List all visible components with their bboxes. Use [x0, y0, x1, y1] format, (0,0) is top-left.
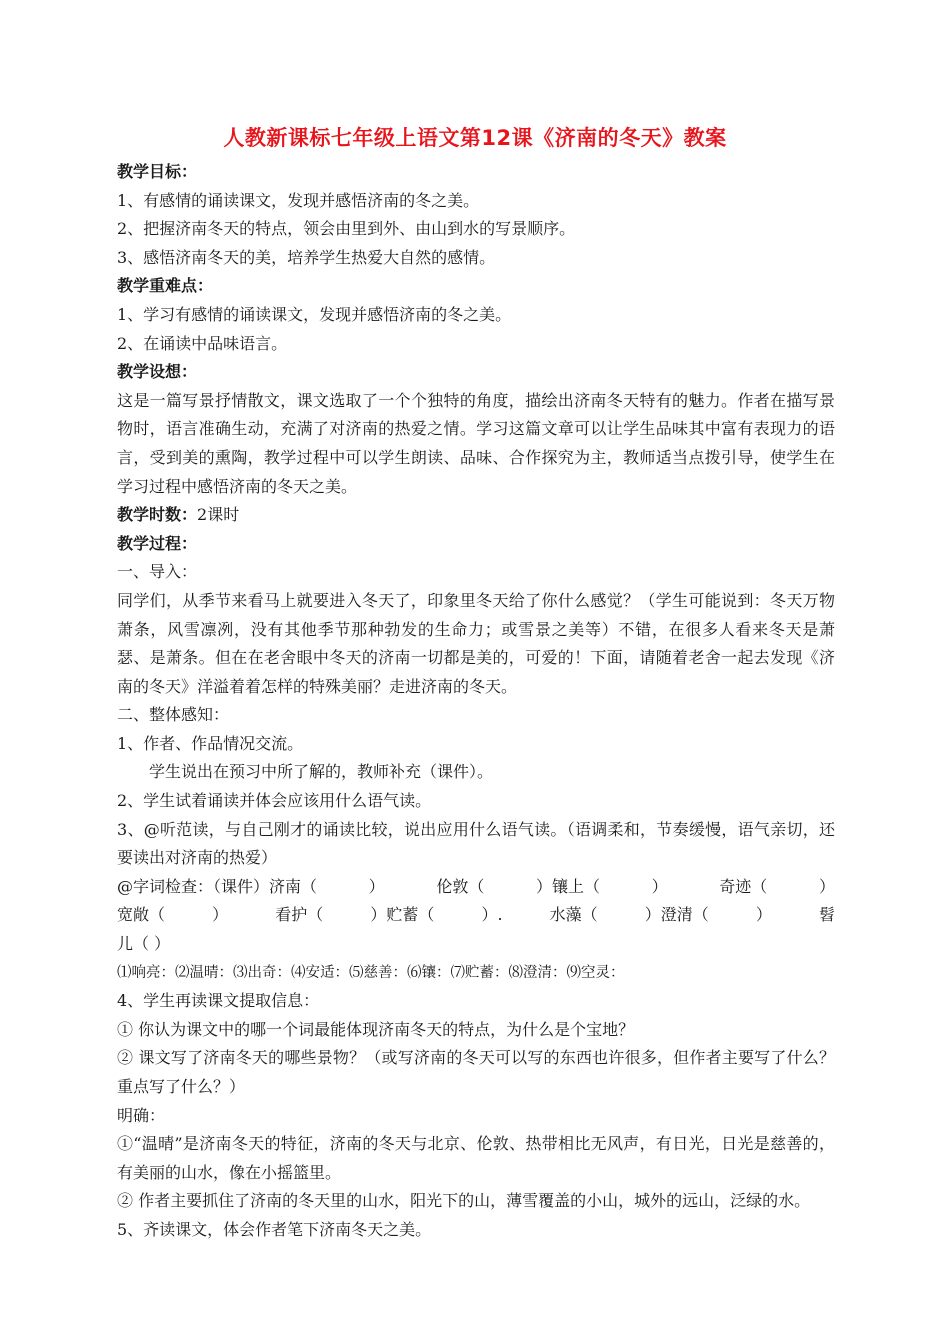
vocab-cell: 看护（ — [275, 905, 324, 925]
goal-item: 1、有感情的诵读课文，发现并感悟济南的冬之美。 — [117, 190, 480, 210]
document-title: 人教新课标七年级上语文第12课《济南的冬天》教案 — [223, 126, 727, 150]
vocab-cell: 奇迹（ — [719, 876, 768, 896]
design-heading: 教学设想： — [117, 362, 198, 382]
vocab-cell: ）镶上（ — [535, 876, 600, 896]
step-1: 1、作者、作品情况交流。 — [117, 733, 304, 753]
answer-1: ①“温晴”是济南冬天的特征，济南的冬天与北京、伦敦、热带相比无风声，有日光，日光是慈善的，有美丽的山水，像在小摇篮里。 — [117, 1134, 835, 1182]
intro-paragraph: 同学们，从季节来看马上就要进入冬天了，印象里冬天给了你什么感觉？（学生可能说到：冬天万物萧条，风雪凛冽，没有其他季节那种勃发的生命力；或雪景之美等）不错，在很多人看来冬天是萧瑟、是萧条。但在在老舍眼中冬天的济南一切都是美的，可爱的！下面，请随着老舍一起去发现《济南的冬天》洋溢着着怎样的特殊美丽？走进济南的冬天。 — [117, 590, 835, 696]
clarify-label: 明确： — [117, 1105, 166, 1125]
key-point-item: 2、在诵读中品味语言。 — [117, 333, 288, 353]
step-3: 3、@听范读，与自己刚才的诵读比较，说出应用什么语气读。（语调柔和，节奏缓慢，语气亲切，还要读出对济南的热爱） — [117, 819, 835, 868]
key-points-heading: 教学重难点： — [117, 276, 214, 296]
design-paragraph: 这是一篇写景抒情散文，课文选取了一个个独特的角度，描绘出济南冬天特有的魅力。作者在描写景物时，语言准确生动，充满了对济南的热爱之情。学习这篇文章可以让学生品味其中富有表现力的语言，受到美的熏陶，教学过程中可以学生朗读、品味、合作探究为主，教师适当点拨引导，使学生在学习过程中感悟济南的冬天之美。 — [117, 390, 835, 496]
step-2: 2、学生试着诵读并体会应该用什么语气读。 — [117, 791, 432, 811]
goal-item: 3、感悟济南冬天的美，培养学生热爱大自然的感情。 — [117, 247, 496, 267]
step-4: 4、学生再读课文提取信息： — [117, 991, 320, 1011]
vocab-cell: ） — [368, 876, 385, 896]
vocab-cell: ）. — [481, 905, 503, 925]
hours-heading: 教学时数： — [117, 505, 198, 525]
goals-heading: 教学目标： — [117, 162, 198, 181]
document-body — [117, 158, 835, 1245]
goal-item: 2、把握济南冬天的特点，领会由里到外、由山到水的写景顺序。 — [117, 219, 576, 239]
vocab-list: ⑴响亮：⑵温晴：⑶出奇：⑷安适：⑸慈善：⑹镶：⑺贮蓄：⑻澄清：⑼空灵： — [117, 964, 625, 981]
step-1-detail: 学生说出在预习中所了解的，教师补充（课件）。 — [149, 762, 494, 782]
vocab-row — [117, 901, 835, 930]
question-2: ② 课文写了济南冬天的哪些景物？（或写济南的冬天可以写的东西也许很多，但作者主要写了什么？重点写了什么？） — [117, 1048, 835, 1096]
process-heading: 教学过程： — [117, 533, 198, 553]
vocab-row-3: 儿（ ） — [117, 934, 171, 954]
vocab-cell: ） — [818, 876, 835, 896]
vocab-cell: 伦敦（ — [436, 876, 485, 896]
answer-2: ② 作者主要抓住了济南的冬天里的山水，阳光下的山，薄雪覆盖的小山，城外的远山，泛绿的水。 — [117, 1191, 811, 1211]
vocab-cell: ） — [755, 905, 772, 925]
vocab-cell: ）贮蓄（ — [370, 905, 435, 925]
overall-heading: 二、整体感知： — [117, 705, 230, 725]
vocab-cell: ）澄清（ — [644, 905, 709, 925]
question-1: ① 你认为课文中的哪一个词最能体现济南冬天的特点，为什么是个宝地？ — [117, 1019, 635, 1039]
intro-heading: 一、导入： — [117, 562, 198, 582]
key-point-item: 1、学习有感情的诵读课文，发现并感悟济南的冬之美。 — [117, 304, 512, 324]
vocab-cell: ） — [212, 905, 229, 925]
hours-value: 2课时 — [197, 505, 240, 525]
step-5: 5、齐读课文，体会作者笔下济南冬天之美。 — [117, 1219, 432, 1239]
vocab-cell: 水藻（ — [549, 905, 598, 925]
vocab-cell: 髫 — [818, 905, 835, 925]
vocab-cell: 宽敞（ — [117, 905, 166, 925]
vocab-cell: ） — [651, 876, 668, 896]
vocab-row — [117, 873, 835, 902]
vocab-cell: @字词检查：（课件）济南（ — [117, 876, 318, 896]
hours-line — [117, 501, 835, 530]
